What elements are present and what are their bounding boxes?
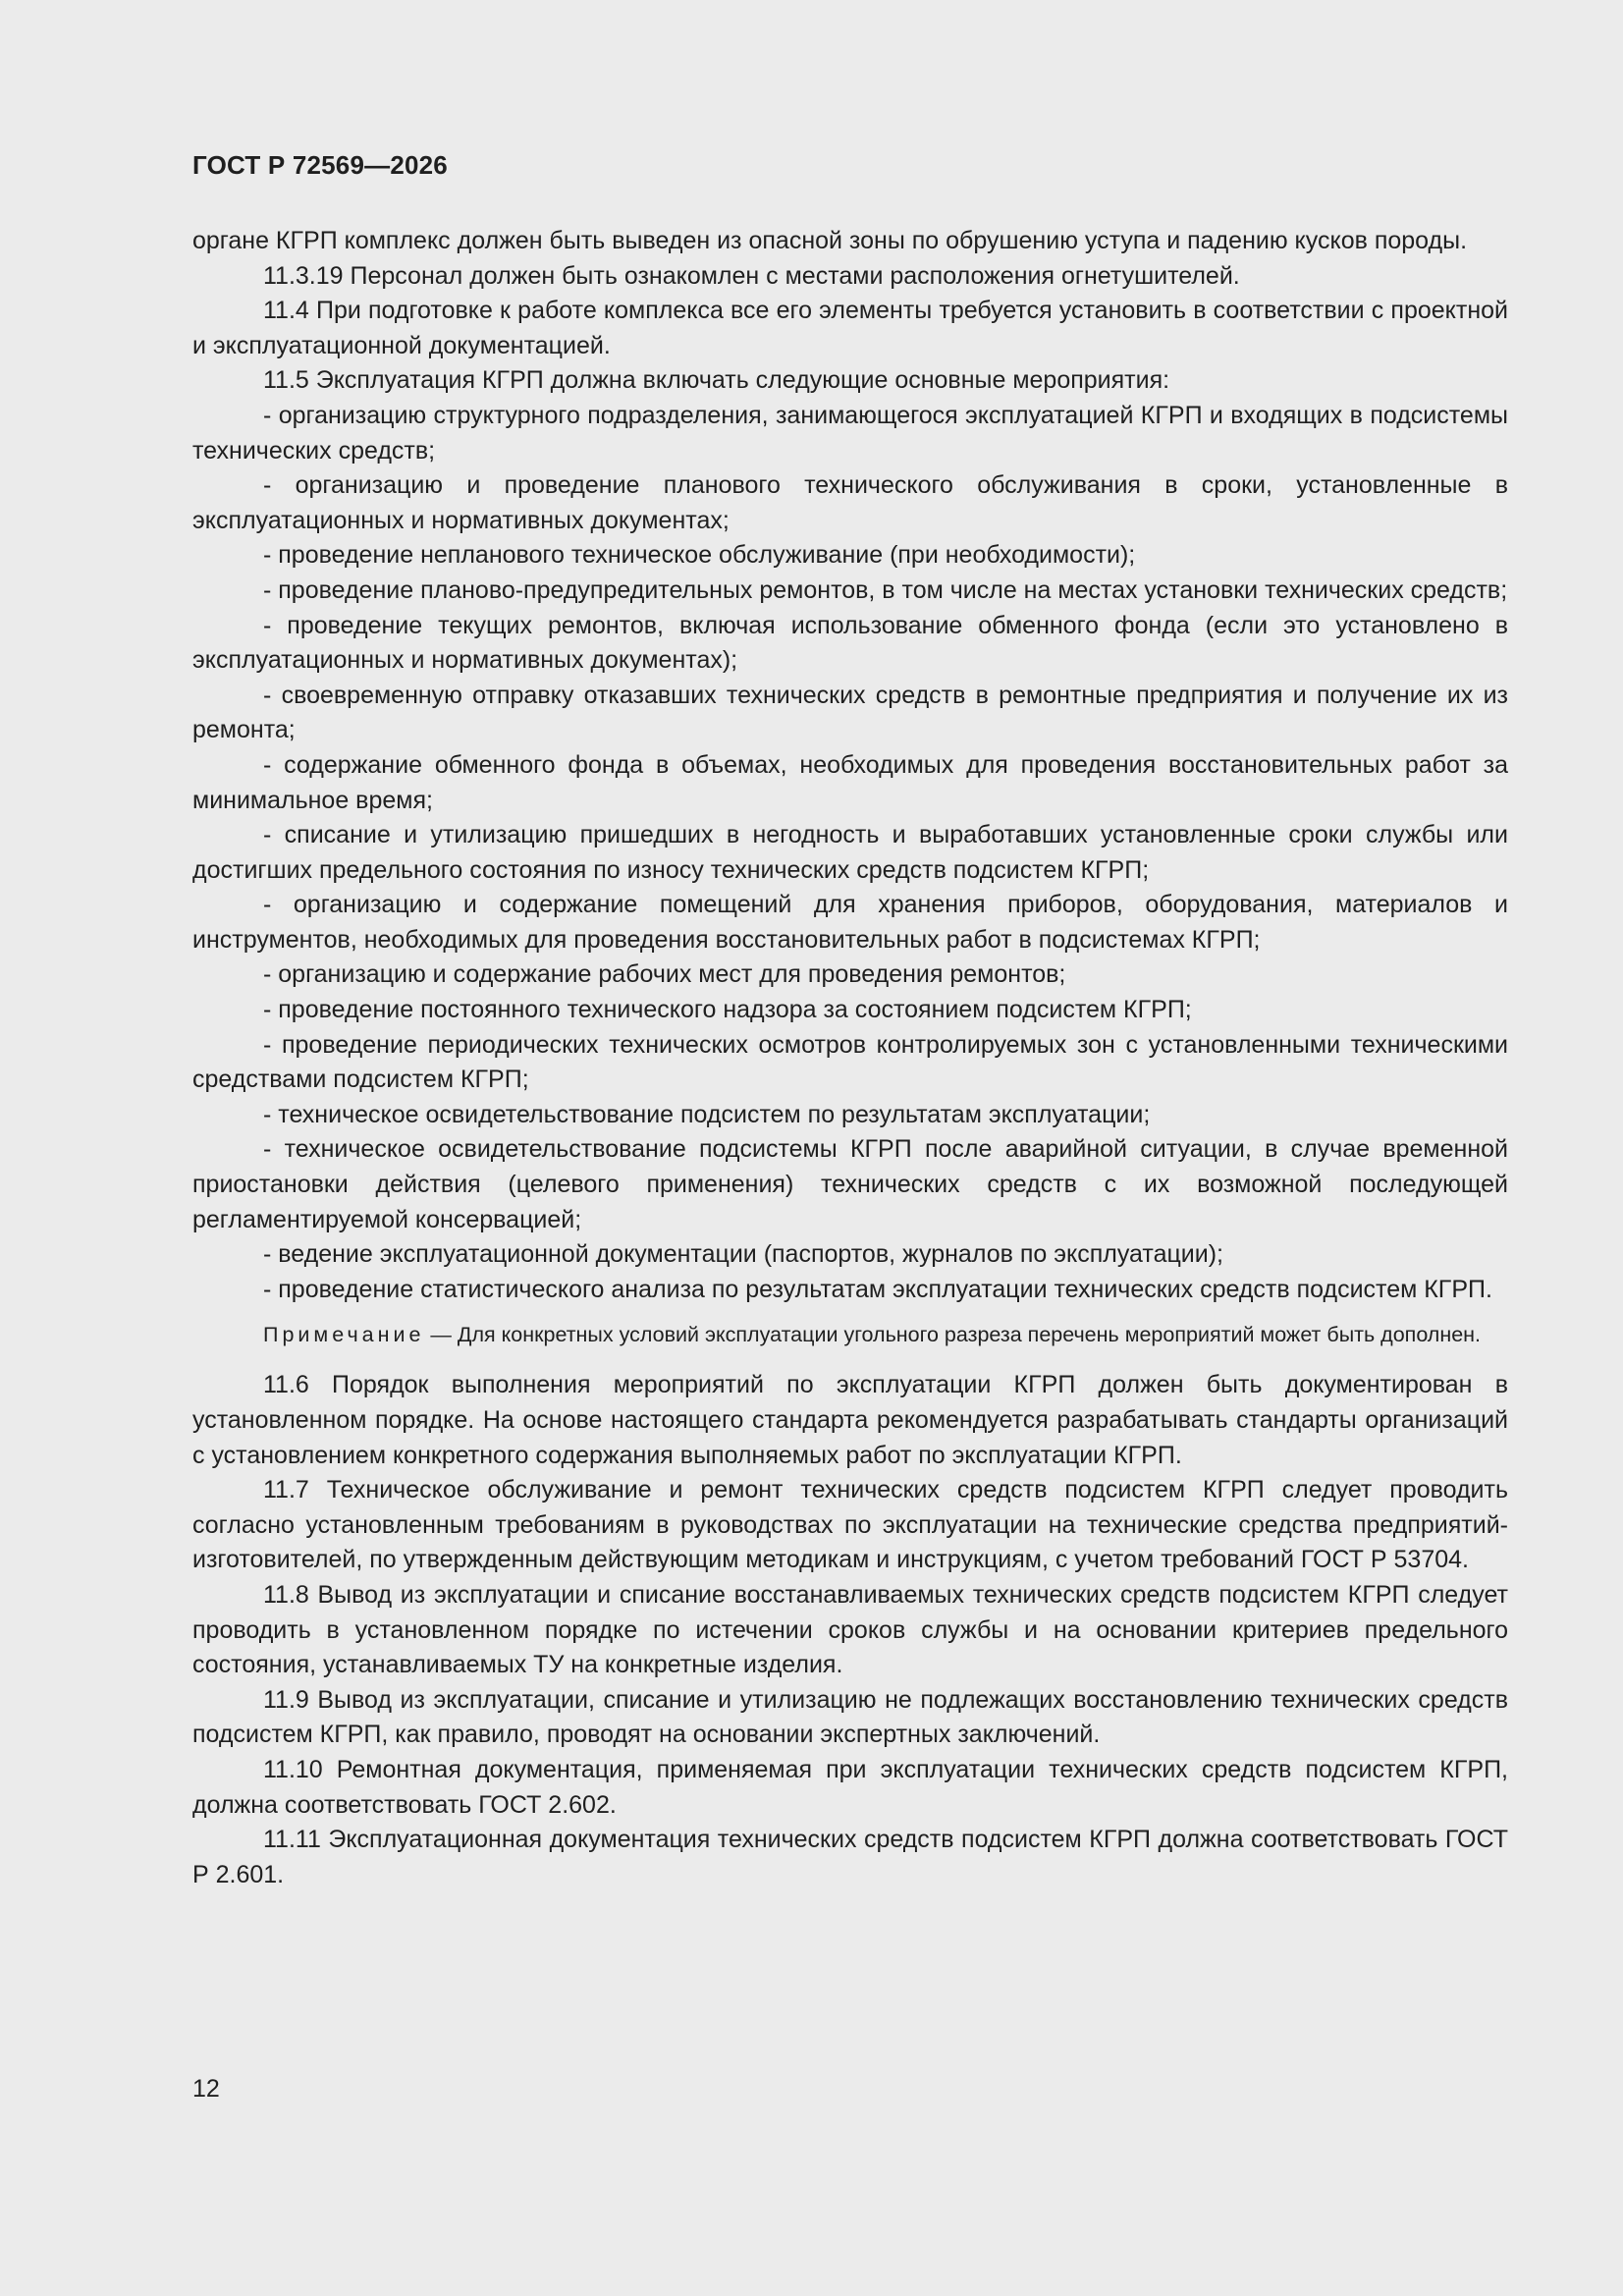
document-body: [192, 224, 1508, 1892]
list-item: - проведение периодических технических осмотров контролируемых зон с установленными техническими средствами подсистем КГРП;: [192, 1030, 1508, 1094]
paragraph-11-9: 11.9 Вывод из эксплуатации, списание и утилизацию не подлежащих восстановлению технических средств подсистем КГРП, как правило, проводят на основании экспертных заключений.: [192, 1685, 1508, 1749]
list-item: - проведение статистического анализа по результатам эксплуатации технических средств подсистем КГРП.: [263, 1275, 1492, 1303]
list-item: - содержание обменного фонда в объемах, необходимых для проведения восстановительных работ за минимальное время;: [192, 750, 1508, 814]
paragraph-11-10: 11.10 Ремонтная документация, применяемая при эксплуатации технических средств подсистем КГРП, должна соответствовать ГОСТ 2.602.: [192, 1755, 1508, 1819]
page-number: 12: [192, 2075, 220, 2103]
document-header: ГОСТ Р 72569—2026: [192, 150, 448, 180]
list-item: - проведение текущих ремонтов, включая использование обменного фонда (если это установлено в эксплуатационных и нормативных документах);: [192, 611, 1508, 675]
list-item: - проведение планово-предупредительных ремонтов, в том числе на местах установки технических средств;: [263, 575, 1508, 604]
list-item: - техническое освидетельствование подсистем по результатам эксплуатации;: [263, 1100, 1151, 1128]
note: [192, 1319, 1508, 1350]
list-item: - организацию и проведение планового технического обслуживания в сроки, установленные в эксплуатационных и нормативных документах;: [192, 471, 1508, 534]
paragraph-11-6: 11.6 Порядок выполнения мероприятий по эксплуатации КГРП должен быть документирован в установленном порядке. На основе настоящего стандарта рекомендуется разрабатывать стандарты организаций с установлением конкретного содержания выполняемых работ по эксплуатации КГРП.: [192, 1371, 1508, 1469]
note-label: Примечание: [263, 1323, 425, 1347]
note-text: — Для конкретных условий эксплуатации угольного разреза перечень мероприятий может быть дополнен.: [424, 1323, 1482, 1347]
paragraph-11-11: 11.11 Эксплуатационная документация технических средств подсистем КГРП должна соответствовать ГОСТ Р 2.601.: [192, 1826, 1508, 1888]
paragraph-continuation: органе КГРП комплекс должен быть выведен из опасной зоны по обрушению уступа и падению кусков породы.: [192, 227, 1468, 254]
list-item: - ведение эксплуатационной документации (паспортов, журналов по эксплуатации);: [263, 1240, 1223, 1269]
paragraph-11-7: 11.7 Техническое обслуживание и ремонт технических средств подсистем КГРП следует проводить согласно установленным требованиям в руководствах по эксплуатации на технические средства предприятий-изготовителей, по утвержденным действующим методикам и инструкциям, с учетом требований ГОСТ Р 53704.: [192, 1476, 1508, 1574]
paragraph-11-3-19: 11.3.19 Персонал должен быть ознакомлен с местами расположения огнетушителей.: [263, 261, 1240, 290]
list-item: - организацию структурного подразделения, занимающегося эксплуатацией КГРП и входящих в подсистемы технических средств;: [192, 401, 1508, 465]
list-item: - проведение непланового техническое обслуживание (при необходимости);: [263, 541, 1136, 570]
paragraph-11-8: 11.8 Вывод из эксплуатации и списание восстанавливаемых технических средств подсистем КГРП следует проводить в установленном порядке по истечении сроков службы и на основании критериев предельного состояния, устанавливаемых ТУ на конкретные изделия.: [192, 1580, 1508, 1679]
list-item: - своевременную отправку отказавших технических средств в ремонтные предприятия и получение их из ремонта;: [192, 681, 1508, 744]
list-item: - проведение постоянного технического надзора за состоянием подсистем КГРП;: [263, 996, 1192, 1024]
list-item: - организацию и содержание помещений для хранения приборов, оборудования, материалов и инструментов, необходимых для проведения восстановительных работ в подсистемах КГРП;: [192, 891, 1508, 954]
paragraph-11-4: 11.4 При подготовке к работе комплекса все его элементы требуется установить в соответствии с проектной и эксплуатационной документацией.: [192, 297, 1508, 359]
list-item: - организацию и содержание рабочих мест для проведения ремонтов;: [263, 960, 1066, 989]
list-item: - списание и утилизацию пришедших в негодность и выработавших установленные сроки службы или достигших предельного состояния по износу технических средств подсистем КГРП;: [192, 821, 1508, 884]
list-item: - техническое освидетельствование подсистемы КГРП после аварийной ситуации, в случае временной приостановки действия (целевого применения) технических средств с их возможной последующей регламентируемой консервацией;: [192, 1135, 1508, 1233]
paragraph-11-5: 11.5 Эксплуатация КГРП должна включать следующие основные мероприятия:: [263, 366, 1170, 395]
